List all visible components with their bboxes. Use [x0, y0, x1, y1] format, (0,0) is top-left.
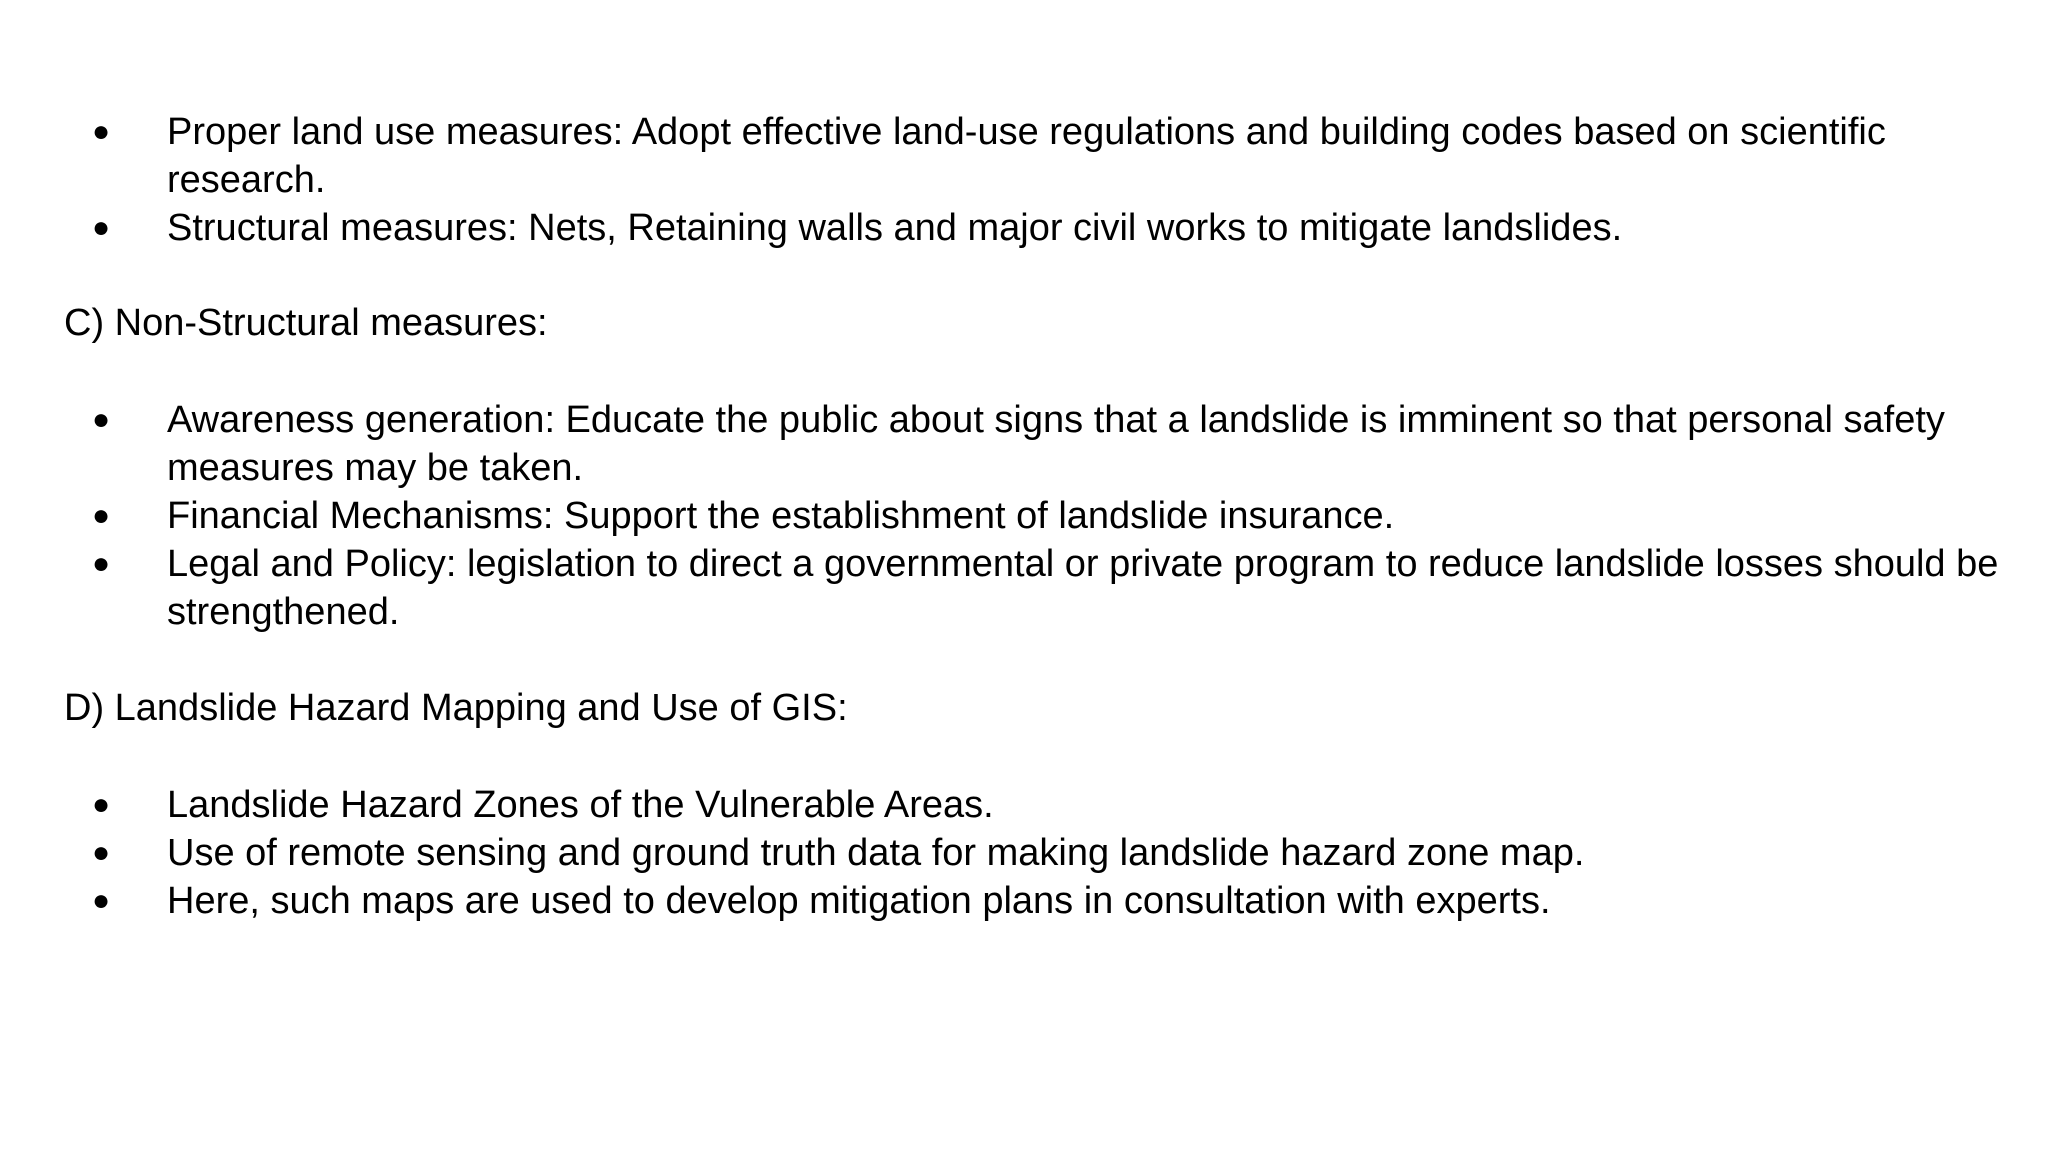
list-item-text: Structural measures: Nets, Retaining walls and major civil works to mitigate landslides.: [167, 207, 1623, 249]
section-heading-non-structural: C) Non-Structural measures:: [64, 302, 548, 344]
list-item-text: Legal and Policy: legislation to direct a governmental or private program to reduce landslide losses should be strengthened.: [167, 543, 1999, 633]
list-item-text: Awareness generation: Educate the public about signs that a landslide is imminent so that personal safety measures may be taken.: [167, 399, 1945, 489]
list-item-text: Landslide Hazard Zones of the Vulnerable Areas.: [167, 784, 994, 826]
list-item-text: Financial Mechanisms: Support the establishment of landslide insurance.: [167, 495, 1395, 537]
list-item: [0, 829, 2048, 877]
bullet-icon: ●: [92, 211, 111, 244]
list-item-text: Proper land use measures: Adopt effective land-use regulations and building codes based on scientific research.: [167, 111, 1886, 201]
bullet-icon: ●: [92, 884, 111, 917]
list-item: [0, 877, 2048, 925]
bullet-icon: ●: [92, 836, 111, 869]
structural-measures-list: [0, 108, 2048, 252]
list-item: [0, 492, 2048, 540]
list-item: [0, 540, 2048, 636]
section-heading-hazard-mapping: D) Landslide Hazard Mapping and Use of GIS:: [64, 687, 848, 729]
hazard-mapping-list: [0, 781, 2048, 925]
list-item-text: Use of remote sensing and ground truth data for making landslide hazard zone map.: [167, 832, 1585, 874]
list-item: [0, 396, 2048, 492]
bullet-icon: ●: [92, 547, 111, 580]
non-structural-measures-list: [0, 396, 2048, 636]
list-item-text: Here, such maps are used to develop mitigation plans in consultation with experts.: [167, 880, 1551, 922]
list-item: [0, 781, 2048, 829]
bullet-icon: ●: [92, 788, 111, 821]
bullet-icon: ●: [92, 115, 111, 148]
bullet-icon: ●: [92, 499, 111, 532]
bullet-icon: ●: [92, 403, 111, 436]
list-item: [0, 204, 2048, 252]
list-item: [0, 108, 2048, 204]
